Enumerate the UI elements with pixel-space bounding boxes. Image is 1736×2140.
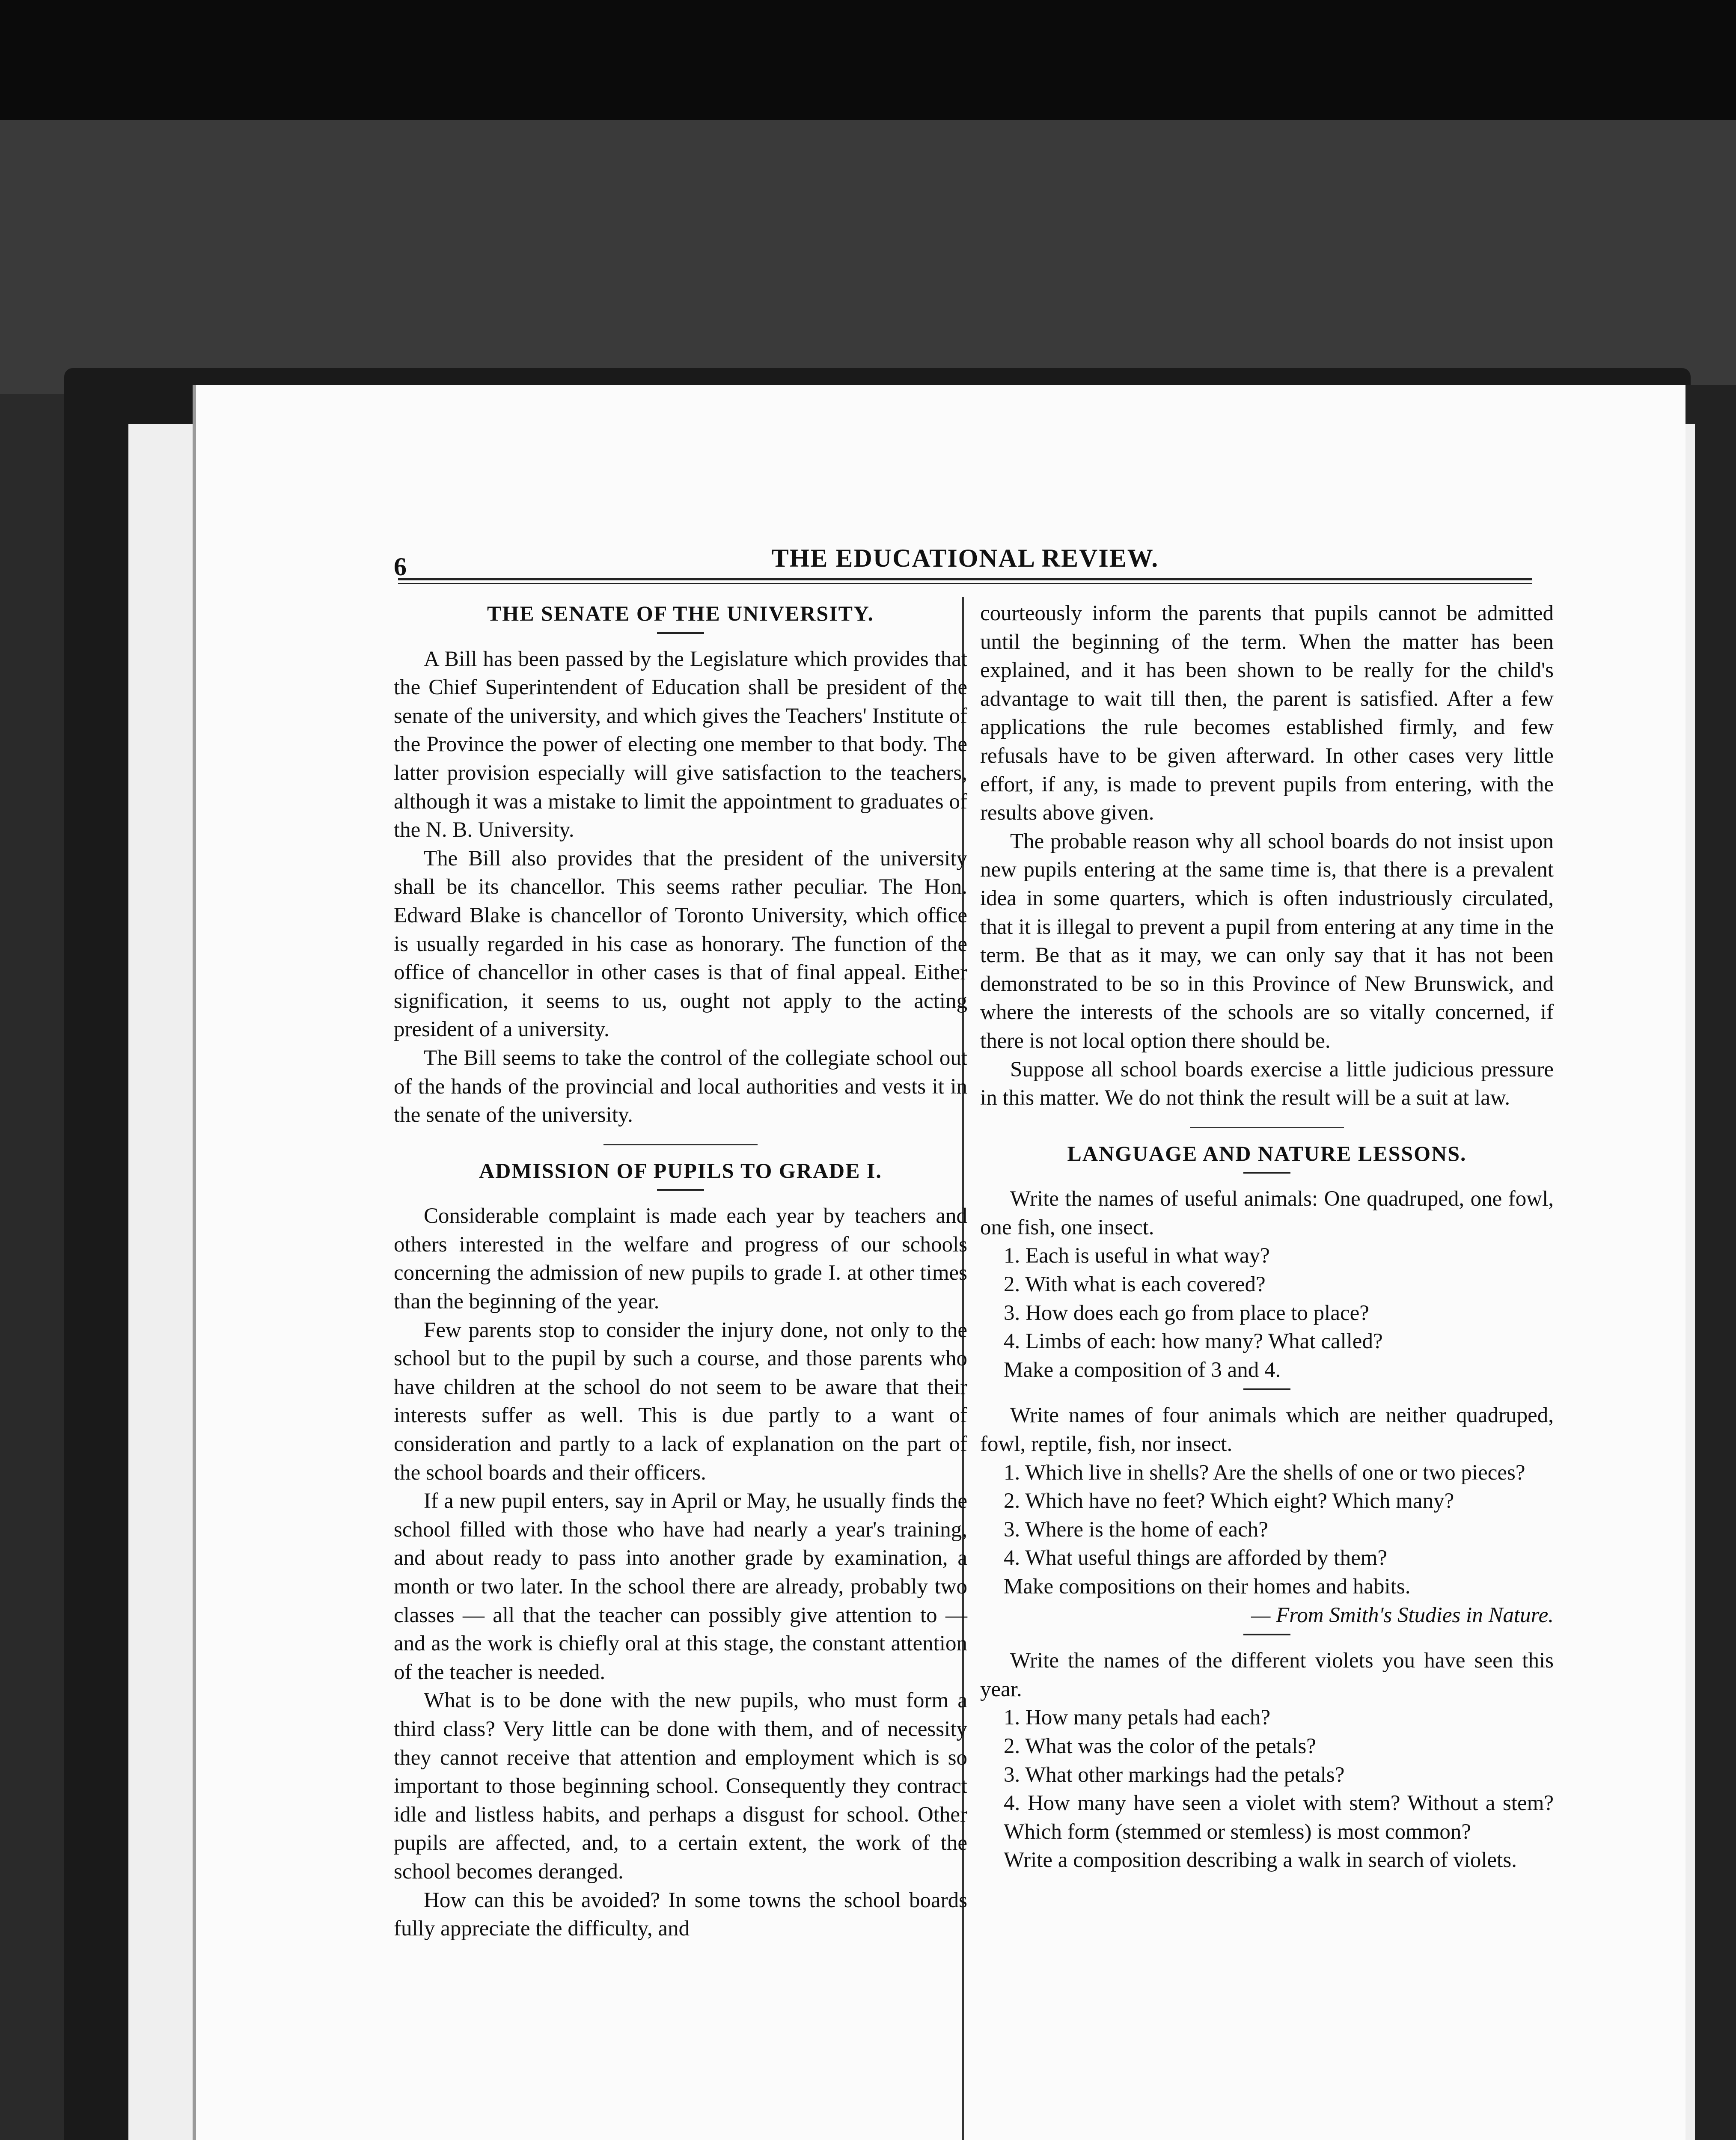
- lesson-attribution: — From Smith's Studies in Nature.: [1251, 1603, 1554, 1627]
- lesson-intro: Write the names of useful animals: One quadruped, one fowl, one fish, one insect.: [980, 1187, 1554, 1239]
- lesson-question: 3. What other markings had the petals?: [1004, 1763, 1345, 1787]
- paragraph-continued: courteously inform the parents that pupils cannot be admitted until the beginning of the term. When the matter has been explained, and it has been shown to be really for the child's advantage to wait till then, the parent is satisfied. After a few applications the rule becomes established firmly, and few refusals have to be given afterward. In other cases very little effort, if any, is made to prevent pupils from entering, with the results above given.: [980, 601, 1554, 825]
- paragraph: The Bill seems to take the control of the collegiate school out of the hands of the provincial and local authorities and vests it in the senate of the university.: [394, 1046, 967, 1127]
- paragraph: The probable reason why all school boards do not insist upon new pupils entering at the same time is, that there is a prevalent idea in some quarters, which is often industriously circulated, that it is illegal to prevent a pupil from entering at any time in the term. Be that as it may, we can only say that it has not been demonstrated to be so in this Province of New Brunswick, and where the interests of the schools are so vitally concerned, if there is not local option there should be.: [980, 829, 1554, 1053]
- lesson-question: 4. What useful things are afforded by them?: [1004, 1546, 1388, 1570]
- lesson-question: 4. Limbs of each: how many? What called?: [1004, 1329, 1383, 1354]
- paragraph: Suppose all school boards exercise a little judicious pressure in this matter. We do not think the result will be a suit at law.: [980, 1057, 1554, 1110]
- lesson-rule: [1243, 1388, 1290, 1390]
- lesson-question: 1. Each is useful in what way?: [1004, 1244, 1270, 1268]
- paragraph: Few parents stop to consider the injury done, not only to the school but to the pupil by such a course, and those parents who have children at the school do not seem to be aware that their interests suffer as well. This is due partly to a want of consideration and partly to a lack of explanation on the part of the school boards and their officers.: [394, 1318, 967, 1485]
- lesson-question: 1. Which live in shells? Are the shells of one or two pieces?: [1004, 1460, 1525, 1485]
- scanner-background-top: [0, 0, 1736, 120]
- paragraph: If a new pupil enters, say in April or May, he usually finds the school filled with those who have had nearly a year's training, and about ready to pass into another grade by examination, a month or two later. In the school there are already, probably two classes — all that the teacher can possibly give attention to — and as the work is chiefly oral at this stage, the constant attention of the teacher is needed.: [394, 1489, 967, 1684]
- lesson-question: 1. How many petals had each?: [1004, 1706, 1271, 1730]
- title-rule: [657, 1189, 704, 1191]
- title-rule: [657, 632, 704, 634]
- right-column: [980, 599, 1554, 1875]
- lesson-question: 3. How does each go from place to place?: [1004, 1301, 1369, 1325]
- paragraph: Considerable complaint is made each year by teachers and others interested in the welfare and progress of our schools concerning the admission of new pupils to grade I. at other times than the beginning of the year.: [394, 1204, 967, 1314]
- lesson-intro: Write names of four animals which are neither quadruped, fowl, reptile, fish, nor insect.: [980, 1403, 1554, 1456]
- scanner-background-band: [0, 120, 1736, 394]
- article-title-lessons: LANGUAGE AND NATURE LESSONS.: [1067, 1141, 1467, 1165]
- lesson-question: 2. What was the color of the petals?: [1004, 1734, 1316, 1758]
- header-double-rule: [398, 578, 1532, 584]
- paragraph: A Bill has been passed by the Legislature which provides that the Chief Superintendent of Education shall be president of the senate of the university, and which gives the Teachers' Institute of the Province the power of electing one member to that body. The latter provision especially will give satisfaction to the teachers, although it was a mistake to limit the appointment to graduates of the N. B. University.: [394, 647, 967, 842]
- lesson-question: 3. Where is the home of each?: [1004, 1517, 1268, 1542]
- paragraph: How can this be avoided? In some towns the school boards fully appreciate the difficulty, and: [394, 1888, 967, 1941]
- page-number: 6: [394, 553, 407, 581]
- article-title-admission: ADMISSION OF PUPILS TO GRADE I.: [479, 1158, 882, 1183]
- page-header: [394, 544, 1537, 595]
- left-column: [394, 599, 967, 1943]
- lesson-task: Make a composition of 3 and 4.: [1004, 1358, 1281, 1382]
- lesson-task: Write a composition describing a walk in search of violets.: [1004, 1848, 1517, 1872]
- lesson-question: 4. How many have seen a violet with stem? Without a stem? Which form (stemmed or stemless) is most common?: [1004, 1791, 1554, 1844]
- article-title-senate: THE SENATE OF THE UNIVERSITY.: [487, 601, 874, 625]
- title-rule: [1243, 1172, 1290, 1174]
- journal-title: THE EDUCATIONAL REVIEW.: [771, 544, 1159, 572]
- lesson-question: 2. Which have no feet? Which eight? Which many?: [1004, 1489, 1454, 1513]
- paragraph: What is to be done with the new pupils, who must form a third class? Very little can be done with them, and of necessity they cannot receive that attention and employment which is so important to those beginning school. Consequently they contract idle and listless habits, and perhaps a disgust for school. Other pupils are affected, and, to a certain extent, the work of the school becomes deranged.: [394, 1688, 967, 1884]
- lesson-question: 2. With what is each covered?: [1004, 1272, 1266, 1297]
- lesson-rule: [1243, 1634, 1290, 1635]
- paragraph: The Bill also provides that the president of the university shall be its chancellor. This seems rather peculiar. The Hon. Edward Blake is chancellor of Toronto University, which office is usually regarded in his case as honorary. The function of the office of chancellor in other cases is that of final appeal. Either signification, it seems to us, ought not apply to the acting president of a university.: [394, 846, 967, 1042]
- section-separator: [1190, 1127, 1344, 1128]
- lesson-task: Make compositions on their homes and habits.: [1004, 1575, 1411, 1599]
- lesson-intro: Write the names of the different violets you have seen this year.: [980, 1649, 1554, 1701]
- section-separator: [603, 1144, 758, 1145]
